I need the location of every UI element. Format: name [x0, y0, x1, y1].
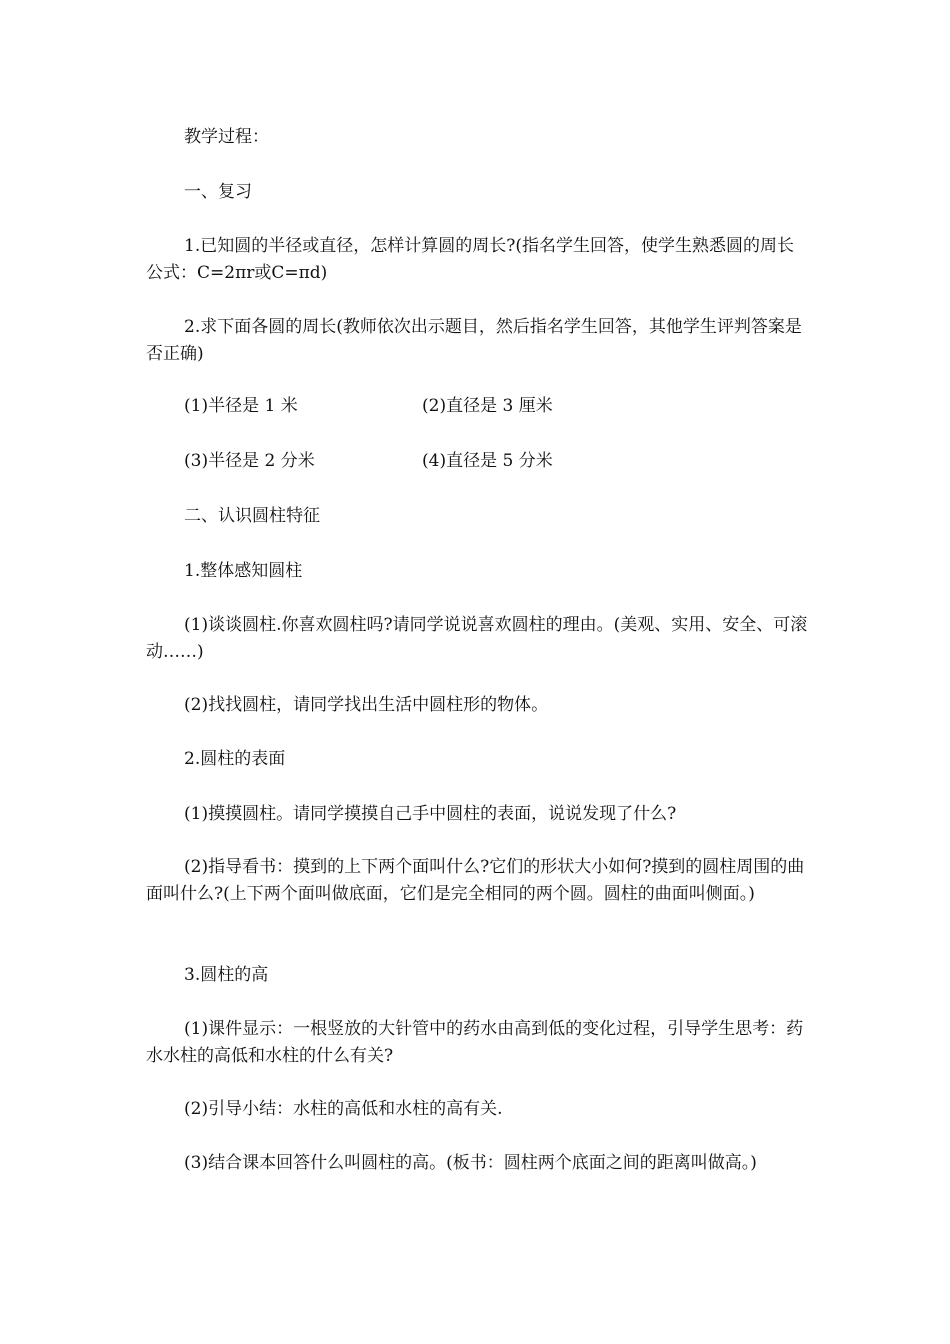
- section-title-review: 一、复习: [184, 182, 252, 202]
- subsection-3-paragraph-1: (1)课件显示：一根竖放的大针管中的药水由高到低的变化过程，引导学生思考：药水水柱的高低和水柱的什么有关?: [146, 1019, 804, 1066]
- review-item-1: 1.已知圆的半径或直径，怎样计算圆的周长?(指名学生回答，使学生熟悉圆的周长公式：C=2πr或C=πd): [146, 236, 794, 283]
- subsection-2-paragraph-2: (2)指导看书：摸到的上下两个面叫什么?它们的形状大小如何?摸到的圆柱周围的曲面叫什么?(上下两个面叫做底面，它们是完全相同的两个圆。圆柱的曲面叫侧面。): [146, 857, 805, 904]
- section-title-cylinder: 二、认识圆柱特征: [184, 506, 320, 526]
- exercise-row-2: [184, 448, 784, 475]
- subsection-title-2: 2.圆柱的表面: [184, 749, 286, 769]
- review-item-2: 2.求下面各圆的周长(教师依次出示题目，然后指名学生回答，其他学生评判答案是否正确): [146, 317, 802, 364]
- exercise-4: (4)直径是 5 分米: [422, 451, 553, 471]
- subsection-title-1: 1.整体感知圆柱: [184, 561, 303, 581]
- subsection-3-paragraph-2: (2)引导小结：水柱的高低和水柱的高有关.: [184, 1099, 503, 1119]
- subsection-1-paragraph-2: (2)找找圆柱，请同学找出生活中圆柱形的物体。: [184, 695, 549, 715]
- lesson-heading: 教学过程：: [184, 127, 269, 147]
- subsection-1-paragraph-1: (1)谈谈圆柱.你喜欢圆柱吗?请同学说说喜欢圆柱的理由。(美观、实用、安全、可滚动……): [146, 615, 808, 662]
- exercise-3: (3)半径是 2 分米: [184, 451, 315, 471]
- exercise-1: (1)半径是 1 米: [184, 396, 298, 416]
- subsection-3-paragraph-3: (3)结合课本回答什么叫圆柱的高。(板书：圆柱两个底面之间的距离叫做高。): [184, 1153, 757, 1173]
- exercise-2: (2)直径是 3 厘米: [422, 396, 553, 416]
- subsection-2-paragraph-1: (1)摸摸圆柱。请同学摸摸自己手中圆柱的表面，说说发现了什么?: [184, 804, 677, 824]
- subsection-title-3: 3.圆柱的高: [184, 965, 269, 985]
- exercise-row-1: [184, 393, 784, 420]
